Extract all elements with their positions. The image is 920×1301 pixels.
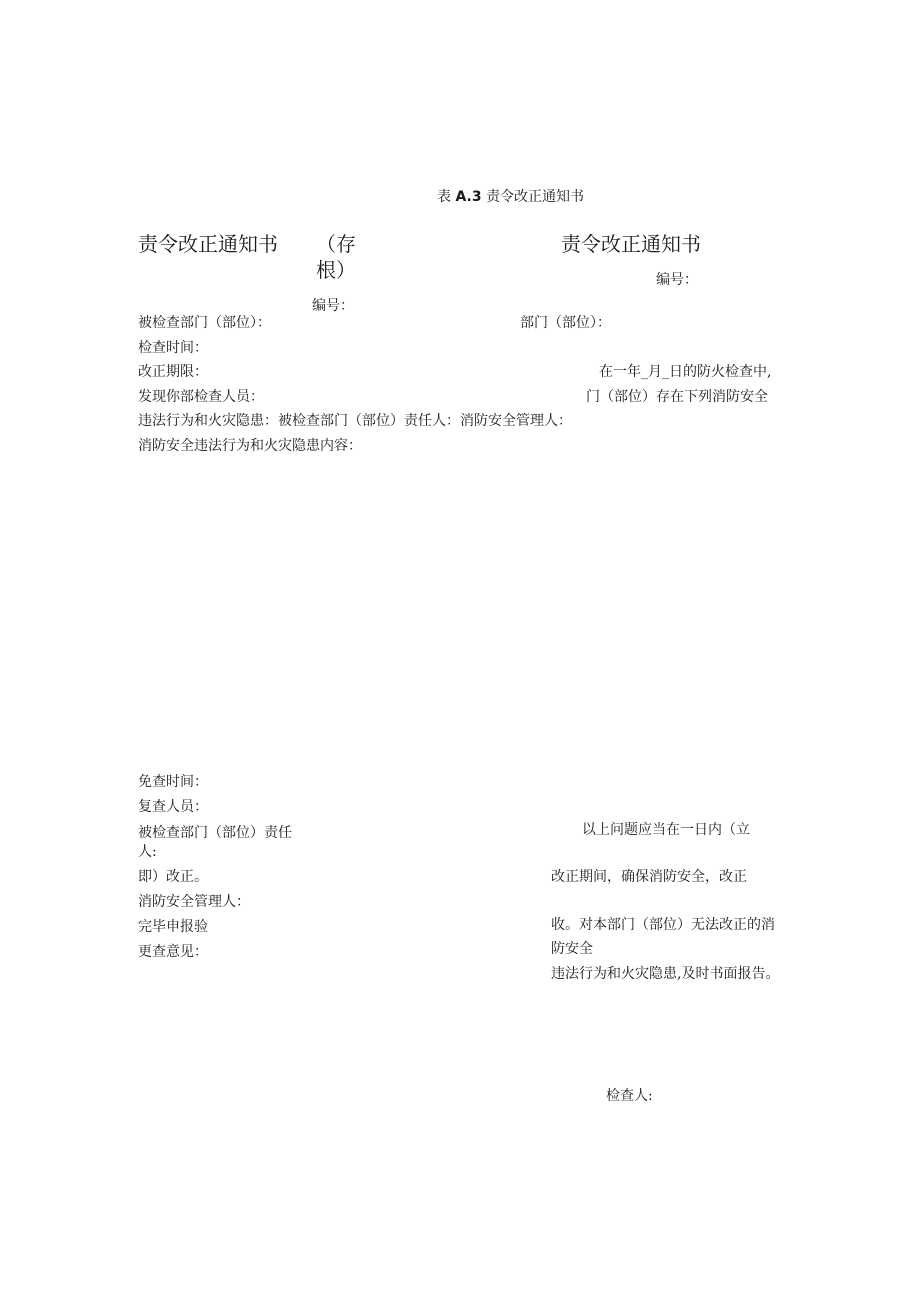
review-opinion: 更查意见： — [138, 944, 208, 960]
field-inspection-time: 检查时间： — [138, 340, 208, 356]
notice-inspector: 检查人: — [606, 1088, 653, 1104]
notice-body-2: 改正期间，确保消防安全，改正 — [551, 869, 747, 885]
review-responsible-1: 被检查部门（部位）责任 — [138, 825, 292, 841]
stub-heading-suffix-1: （存 — [316, 232, 356, 256]
field-rectify-deadline: 改正期限： — [138, 364, 208, 380]
caption-prefix: 表 — [437, 189, 451, 205]
stub-number-label: 编号： — [312, 298, 354, 314]
review-responsible-2: 人: — [138, 844, 157, 860]
notice-body-3: 收。对本部门（部位）无法改正的消 — [551, 917, 775, 933]
caption-title: 责令改正通知书 — [486, 189, 585, 205]
notice-body-1: 以上问题应当在一日内（立 — [582, 822, 750, 838]
caption-code: A.3 — [455, 189, 482, 205]
review-staff: 复查人员： — [138, 799, 208, 815]
notice-line-1: 在一年_月_日的防火检查中, — [599, 364, 772, 380]
field-inspectors: 发现你部检查人员： — [138, 389, 264, 405]
notice-heading: 责令改正通知书 — [561, 232, 701, 256]
notice-number-label: 编号： — [656, 272, 698, 288]
notice-body-5: 违法行为和火灾隐患,及时书面报告。 — [551, 966, 780, 982]
table-caption — [437, 188, 584, 206]
stub-heading-suffix-2: 根） — [316, 258, 356, 282]
field-violations: 违法行为和火灾隐患：被检查部门（部位）责任人：消防安全管理人： — [138, 413, 572, 429]
notice-line-2: 门（部位）存在下列消防安全 — [586, 389, 768, 405]
field-inspected-dept: 被检查部门（部位）： — [138, 315, 271, 331]
field-hazard-content: 消防安全违法行为和火灾隐患内容： — [138, 438, 362, 454]
review-report: 完毕申报验 — [138, 919, 208, 935]
review-rectify: 即）改正。 — [138, 869, 208, 885]
review-manager: 消防安全管理人： — [138, 894, 250, 910]
notice-body-4: 防安全 — [551, 941, 593, 957]
stub-heading: 责令改正通知书 — [138, 232, 278, 256]
notice-dept: 部门（部位）： — [520, 315, 611, 331]
review-time: 免查时间： — [138, 774, 208, 790]
